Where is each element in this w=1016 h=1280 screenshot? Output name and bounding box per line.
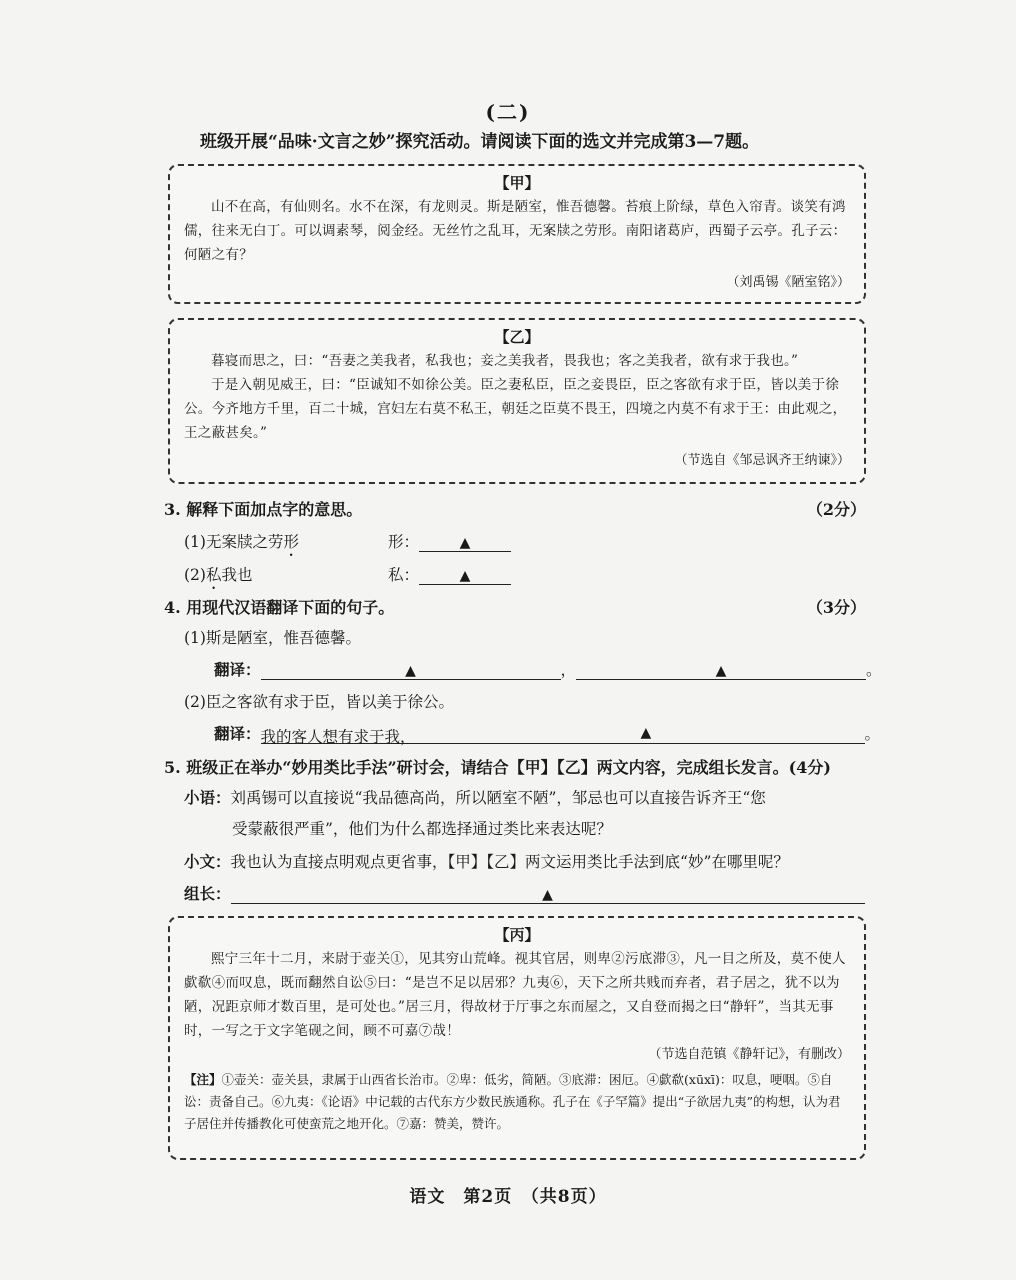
- section-title: (二): [485, 100, 531, 124]
- passage-jia-text: 山不在高，有仙则名。水不在深，有龙则灵。斯是陋室，惟吾德馨。苔痕上阶绿，草色入帘青。谈笑有鸿儒，往来无白丁。可以调素琴，阅金经。无丝竹之乱耳，无案牍之劳形。南阳诸葛庐，西蜀子云亭。孔子云：何陋之有？: [184, 199, 847, 263]
- question-4-title: 4. 用现代汉语翻译下面的句子。: [164, 598, 395, 617]
- q4-translate-label-1: 翻译：: [214, 660, 261, 679]
- passage-bing-text: 熙宁三年十二月，来尉于壶关①，见其穷山荒峰。视其官居，则卑②污底滞③，凡一目之所及，莫不使人歔欷④而叹息，既而翻然自讼⑤曰：“是岂不足以居邪？九夷⑥，天下之所共贱而弃者，君子居之，犹不以为陋，况距京师才数百里，是可处也。”居三月，得故材于厅事之东而屋之，又自登而揭之曰“静轩”，当其无事时，一写之于文字笔砚之间，顾不可嘉⑦哉！: [184, 951, 846, 1039]
- q3-item2-prefix: (2): [184, 566, 206, 584]
- q5-xiaowen-label: 小文：: [184, 852, 231, 871]
- passage-jia-box: [168, 164, 866, 304]
- question-4-translate-2: [214, 722, 880, 744]
- q3-answer-blank-2[interactable]: [419, 566, 511, 585]
- passage-yi-box: [168, 318, 866, 484]
- note-label: 【注】: [184, 1072, 222, 1087]
- q4-period-1: 。: [866, 661, 882, 679]
- q4-item2-start: 我的客人想有求于我，: [260, 728, 416, 746]
- q4-comma: ，: [560, 661, 577, 679]
- question-3-answer-1: [388, 530, 511, 552]
- passage-yi-para1: 暮寝而思之，曰：“吾妻之美我者，私我也；妾之美我者，畏我也；客之美我者，欲有求于我也。”: [211, 353, 799, 369]
- passage-yi-source: （节选自《邹忌讽齐王纳谏》）: [674, 453, 850, 468]
- q3-item1-dot-char: 形: [283, 533, 299, 551]
- q3-item1-prefix: (1)无案牍之劳: [184, 533, 284, 551]
- q3-item2-dot-char: 私: [205, 566, 222, 584]
- passage-bing-source: （节选自范镇《静轩记》，有删改）: [648, 1047, 850, 1062]
- answer-mark: ▲: [640, 725, 652, 741]
- question-3-item-2: [184, 563, 253, 593]
- passage-jia-heading: 【甲】: [494, 174, 540, 192]
- answer-mark: ▲: [542, 887, 553, 903]
- question-3-item-1: [184, 530, 299, 560]
- passage-bing-box: [168, 916, 866, 1160]
- question-3-score: （2分）: [806, 500, 866, 519]
- answer-mark: ▲: [715, 663, 727, 679]
- q5-xiaoyu-label: 小语：: [184, 788, 231, 807]
- q4-answer-blank-1a[interactable]: [261, 661, 561, 680]
- answer-mark: ▲: [459, 568, 471, 584]
- q5-leader-label: 组长：: [184, 884, 231, 903]
- question-4-score: （3分）: [806, 598, 866, 617]
- q4-answer-blank-2[interactable]: [261, 725, 865, 744]
- passage-yi-heading: 【乙】: [494, 328, 540, 346]
- question-4-item-2: (2)臣之客欲有求于臣，皆以美于徐公。: [184, 693, 454, 711]
- passage-jia-source: （刘禹锡《陋室铭》）: [726, 275, 850, 290]
- q3-item2-suffix: 我也: [221, 566, 253, 584]
- passage-bing-notes: [184, 1069, 850, 1135]
- q5-xiaoyu-text-1: 刘禹锡可以直接说“我品德高尚，所以陋室不陋”，邹忌也可以直接告诉齐王“您: [230, 789, 766, 807]
- q5-xiaowen-line: [184, 850, 789, 872]
- answer-mark: ▲: [459, 535, 471, 551]
- q5-answer-blank[interactable]: [231, 885, 865, 904]
- question-3-title: 3. 解释下面加点字的意思。: [164, 500, 363, 519]
- question-4-translate-1: [214, 658, 882, 680]
- q4-answer-blank-1b[interactable]: [576, 661, 866, 680]
- q3-answer-blank-1[interactable]: [419, 533, 511, 552]
- page-footer: 语文 第2页 （共8页）: [409, 1187, 607, 1207]
- question-5-title: 5. 班级正在举办“妙用类比手法”研讨会，请结合【甲】【乙】两文内容，完成组长发言。(4分): [164, 758, 831, 777]
- q5-xiaoyu-line-1: [184, 786, 766, 808]
- q3-label-2: 私：: [388, 566, 420, 584]
- q4-period-2: 。: [864, 725, 881, 743]
- q4-translate-label-2: 翻译：: [214, 724, 261, 743]
- passage-yi-para2: 于是入朝见威王，曰：“臣诚知不如徐公美。臣之妻私臣，臣之妾畏臣，臣之客欲有求于臣，皆以美于徐公。今齐地方千里，百二十城，宫妇左右莫不私王，朝廷之臣莫不畏王，四境之内莫不有求于王：由此观之，王之蔽甚矣。”: [184, 377, 847, 441]
- section-intro: 班级开展“品味·文言之妙”探究活动。请阅读下面的选文并完成第3—7题。: [200, 132, 760, 152]
- q5-xiaowen-text: 我也认为直接点明观点更省事，【甲】【乙】两文运用类比手法到底“妙”在哪里呢？: [230, 853, 789, 871]
- question-3-answer-2: [388, 563, 511, 585]
- question-4-item-1: (1)斯是陋室，惟吾德馨。: [184, 629, 361, 647]
- answer-mark: ▲: [405, 663, 416, 679]
- passage-bing-heading: 【丙】: [494, 926, 540, 944]
- note-text: ①壶关：壶关县，隶属于山西省长治市。②卑：低劣，简陋。③底滞：困厄。④歔欷(xūxī)：叹息，哽咽。⑤自讼：责备自己。⑥九夷：《论语》中记载的古代东方少数民族通称。孔子在《子罕篇》提出“子欲居九夷”的构想，认为君子居住并传播教化可使蛮荒之地开化。⑦嘉：赞美，赞许。: [184, 1072, 841, 1131]
- q5-xiaoyu-text-2: 受蒙蔽很严重”，他们为什么都选择通过类比来表达呢？: [232, 820, 612, 838]
- q3-label-1: 形：: [388, 533, 420, 551]
- q5-leader-line: [184, 882, 865, 904]
